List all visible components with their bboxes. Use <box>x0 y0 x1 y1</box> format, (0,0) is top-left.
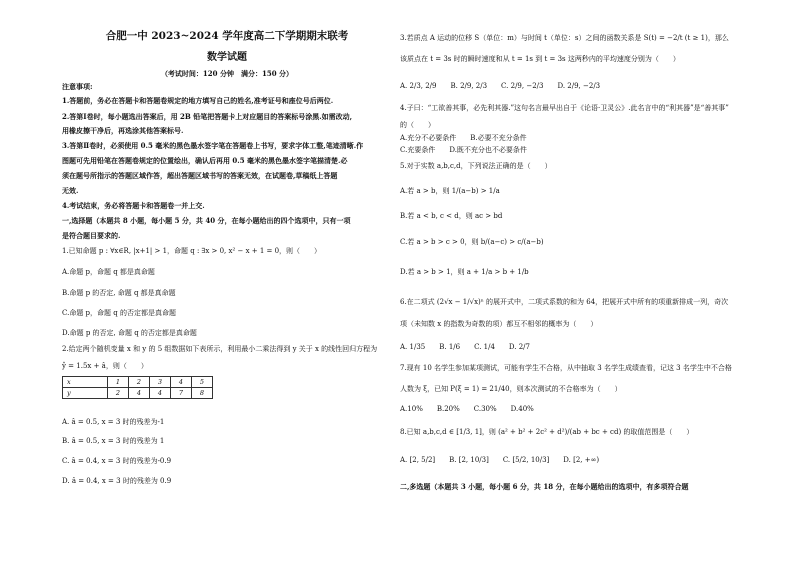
question-4: 4.子曰：“工欲善其事，必先利其器.”这句名言最早出自于《论语·卫灵公》.此名言中的“利其器”是“善其事” <box>400 104 729 112</box>
options-4ab: A.充分不必要条件 B.必要不充分条件 <box>400 134 527 142</box>
table-header-x: x <box>63 377 108 388</box>
question-8: 8.已知 a,b,c,d ∈ [1/3, 1]，则 (a² + b² + 2c² + d²)/(ab + bc + cd) 的取值范围是（ ） <box>400 428 694 436</box>
options-3: A. 2/3, 2/9 B. 2/9, 2/3 C. 2/9, −2/3 D. 2/9, −2/3 <box>400 82 601 90</box>
option-2c: C. â = 0.4, x = 3 时的残差为-0.9 <box>62 457 172 465</box>
section2-heading: 二,多选题（本题共 3 小题，每小题 6 分，共 18 分，在每小题给出的选项中，有多项符合题 <box>400 482 689 491</box>
options-8: A. [2, 5/2] B. [2, 10/3] C. [5/2, 10/3] D. [2, +∞) <box>400 456 600 464</box>
options-4cd: C.充要条件 D.既不充分也不必要条件 <box>400 146 527 154</box>
note-line: 2.答第Ⅰ卷时，每小题选出答案后，用 2B 铅笔把答题卡上对应题目的答案标号涂黑.如需改动, <box>62 112 353 121</box>
data-table <box>62 376 213 399</box>
table-cell: 1 <box>108 377 129 388</box>
note-line: 须在题号所指示的答题区域作答，超出答题区域书写的答案无效，在试题卷,草稿纸上答题 <box>62 171 338 180</box>
option-5a: A.若 a > b，则 1/(a−b) > 1/a <box>400 187 500 195</box>
page-title: 合肥一中 2023~2024 学年度高二下学期期末联考 <box>105 30 349 42</box>
table-cell: 4 <box>171 377 192 388</box>
table-row <box>63 377 213 388</box>
option-5d: D.若 a > b > 1，则 a + 1/a > b + 1/b <box>400 268 529 276</box>
notes-heading: 注意事项: <box>62 82 93 91</box>
table-row <box>63 388 213 399</box>
question-3: 3.若质点 A 运动的位移 S（单位：m）与时间 t（单位：s）之间的函数关系是 S(t) = −2/t (t ≥ 1)，那么 <box>400 34 729 42</box>
option-5b: B.若 a < b, c < d，则 ac > bd <box>400 212 503 220</box>
table-header-y: y <box>63 388 108 399</box>
section1-heading-cont: 是符合题目要求的. <box>62 231 121 240</box>
table-cell: 2 <box>129 377 150 388</box>
options-6: A. 1/35 B. 1/6 C. 1/4 D. 2/7 <box>400 343 530 351</box>
table-cell: 8 <box>192 388 213 399</box>
note-line: 无效. <box>62 186 79 195</box>
section1-heading: 一,选择题（本题共 8 小题，每小题 5 分，共 40 分，在每小题给出的四个选项中，只有一项 <box>62 216 351 225</box>
table-cell: 3 <box>150 377 171 388</box>
note-line: 用橡皮擦干净后，再选涂其他答案标号. <box>62 126 184 135</box>
question-5: 5.对于实数 a,b,c,d，下列说法正确的是（ ） <box>400 162 552 170</box>
options-7: A.10% B.20% C.30% D.40% <box>400 405 534 413</box>
note-line: 3.答第Ⅱ卷时，必须使用 0.5 毫米的黑色墨水签字笔在答题卷上书写，要求字体工整,笔迹清晰.作 <box>62 141 364 150</box>
option-1d: D.命题 p 的否定, 命题 q 的否定都是真命题 <box>62 329 197 337</box>
question-7: 7.现有 10 名学生参加某项测试，可能有学生不合格，从中抽取 3 名学生成绩查看，记这 3 名学生中不合格 <box>400 364 732 372</box>
option-2b: B. â = 0.5, x = 3 时的残差为 1 <box>62 437 165 445</box>
table-cell: 2 <box>108 388 129 399</box>
question-7-cont: 人数为 ξ，已知 P(ξ = 1) = 21/40，则本次测试的不合格率为（ ） <box>400 385 622 393</box>
table-cell: 7 <box>171 388 192 399</box>
note-line: 1.答题前，务必在答题卡和答题卷规定的地方填写自己的姓名,准考证号和座位号后两位. <box>62 96 334 105</box>
option-2d: D. â = 0.4, x = 3 时的残差为 0.9 <box>62 477 172 485</box>
note-line: 图题可先用铅笔在答题卷规定的位置绘出，确认后再用 0.5 毫米的黑色墨水签字笔描清楚.必 <box>62 156 348 165</box>
question-6-cont: 项（未知数 x 的指数为奇数的项）都互不相邻的概率为（ ） <box>400 320 598 328</box>
option-1a: A.命题 p，命题 q 都是真命题 <box>62 268 155 276</box>
table-cell: 4 <box>129 388 150 399</box>
table-cell: 4 <box>150 388 171 399</box>
question-4-cont: 的（ ） <box>400 121 435 129</box>
option-1b: B.命题 p 的否定, 命题 q 都是真命题 <box>62 289 176 297</box>
option-1c: C.命题 p，命题 q 的否定都是真命题 <box>62 309 176 317</box>
table-cell: 5 <box>192 377 213 388</box>
exam-info: （考试时间：120 分钟 满分：150 分） <box>160 69 294 78</box>
note-line: 4.考试结束，务必将答题卡和答题卷一并上交. <box>62 201 205 210</box>
option-2a: A. â = 0.5, x = 3 时的残差为-1 <box>62 418 165 426</box>
question-6: 6.在二项式 (2√x − 1/√x)ⁿ 的展开式中，二项式系数的和为 64，把展开式中所有的项重新排成一列，奇次 <box>400 298 729 306</box>
question-3-cont: 该质点在 t = 3s 时的瞬时速度和从 t = 1s 到 t = 3s 这两秒内的平均速度分别为（ ） <box>400 55 680 63</box>
page-subtitle: 数学试题 <box>207 52 247 63</box>
question-1: 1.已知命题 p : ∀x∈R, |x+1| > 1，命题 q : ∃x > 0, x² − x + 1 = 0，则（ ） <box>62 247 322 255</box>
question-2: 2.给定两个随机变量 x 和 y 的 5 组数据如下表所示，利用最小二乘法得到 y 关于 x 的线性回归方程为 <box>62 345 378 353</box>
option-5c: C.若 a > b > c > 0，则 b/(a−c) > c/(a−b) <box>400 238 544 246</box>
question-2-equation: ŷ = 1.5x + â，则（ ） <box>62 362 148 370</box>
